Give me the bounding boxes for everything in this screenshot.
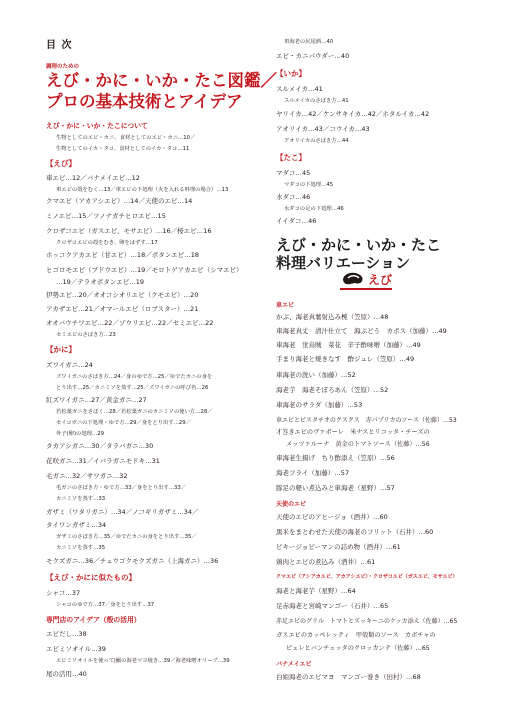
toc-entry[interactable]: 車海老生揚げ ちり酢添え（笠原）…56 [276,454,395,462]
big2-title-1: えび・かに・いか・たこ [276,236,442,254]
toc-entry[interactable]: 車エビの殻をむく…13／車エビの下処理（火を入れる料理の場合）…13 [56,187,229,193]
toc-entry[interactable]: 豚足の軽い煮込みと車海老（星野）…57 [276,484,395,492]
toc-entry[interactable]: 紅ズワイガニ…27／黄金ガニ…27 [46,396,147,404]
toc-entry[interactable]: かぶ、海老真薯射込み椀（笠原）…48 [276,313,389,321]
toc-entry[interactable]: 白姫海老のエビマヨ マンゴー巻き（田村）…68 [276,673,421,681]
toc-entry[interactable]: 天使のエビのアヒージョ（酒井）…60 [276,513,388,521]
toc-entry[interactable]: シャコのゆで方…37／身をとり出す…37 [56,602,155,608]
toc-entry[interactable]: マダコの下処理…45 [284,182,334,188]
toc-entry[interactable]: 車海老の洗い（加藤）…52 [276,371,356,379]
big2-title-2: 料理バリエーション [276,254,411,272]
toc-entry[interactable]: エビ・カニパウダー…40 [276,52,350,60]
toc-entry[interactable]: 水ダコの足の下処理…46 [284,206,344,212]
toc-entry[interactable]: 海老と海老芋（星野）…64 [276,587,356,595]
toc-entry[interactable]: 車エビとピスタチオのクスクス 赤パプリカのソース（佐藤）…53 [276,417,457,424]
toc-entry[interactable]: ズワイガニ…24 [46,361,93,369]
toc-entry[interactable]: 毛ガニのさばき方・ゆで方…33／身をとり出す…33／ [56,485,187,491]
toc-entry[interactable]: タイワンガザミ…34 [46,521,107,529]
toc-entry[interactable]: エビミソオイル…39 [46,645,106,653]
toc-entry[interactable]: エビミソオイルを使って|鰯の海老マヨ焼き…39／海老味噌オリーブ…39 [56,658,230,664]
toc-entry[interactable]: カニミソを蒸す…35 [56,545,106,551]
toc-entry[interactable]: マダコ…45 [276,169,311,177]
toc-entry[interactable]: アカザエビ…21／オマールエビ（ロブスター）…21 [46,305,199,313]
toc-entry[interactable]: ガスエビのカッペレッティ 甲殻類のソース カボチャの [276,632,436,639]
toc-entry[interactable]: 足赤海老と宮崎マンゴー（石井）…65 [276,602,389,610]
toc-entry[interactable]: 赤足エビのグリル トマトとズッキーニのケッカ添え（佐藤）…65 [276,618,458,625]
toc-entry[interactable]: 花咲ガニ…31／イバラガニモドキ…31 [46,457,160,465]
toc-entry[interactable]: 若松葉ガニをさばく…28／若松葉ガニのカニミソの使い方…28／ [56,409,213,415]
cat-kumaebi: クマエビ（アシアカエビ、アカアシエビ）・クロザコエビ（ガスエビ、モサエビ） [276,574,458,580]
toc-entry[interactable]: ガザミのさばき方…35／ゆでたカニの身をとり出す…35／ [56,534,197,540]
intro-small: 調理のための [46,64,80,70]
toc-entry[interactable]: クロザコエビの殻をむき、卵をはずす…17 [56,240,158,246]
toc-entry[interactable]: ホッコクアカエビ（甘エビ）…18／ボタンエビ…18 [46,251,199,259]
toc-entry[interactable]: カニミソを蒸す…33 [56,496,106,502]
toc-entry[interactable]: 車エビ…12／バナメイエビ…12 [46,174,140,182]
toc-entry[interactable]: 毛ガニ…32／サワガニ…32 [46,472,128,480]
toc-entry[interactable]: 車海老の尻尾酒…40 [284,39,334,45]
toc-entry[interactable]: アオリイカのさばき方…44 [284,138,349,144]
toc-entry[interactable]: ヤリイカ…42／ケンサキイカ…42／ホタルイカ…42 [276,110,430,118]
toc-entry[interactable]: クロザコエビ（ガスエビ、モサエビ）…16／桜エビ…16 [46,227,212,235]
badge-rule [340,288,392,290]
toc-entry[interactable]: …19／テラオボタンエビ…19 [56,278,145,286]
toc-entry[interactable]: メッツァルーナ 黄金のトマトソース（佐藤）…56 [286,441,430,448]
cat-vanamei: バナメイエビ [276,661,312,668]
toc-entry[interactable]: ガザミ（ワタリガニ）…34／ノコギリガザミ…34／ [46,508,199,516]
about-line[interactable]: 生物としてのエビ・カニ、食材としてのエビ・カニ…10／ [56,135,196,141]
ika-head: 【いか】 [276,69,306,78]
toc-entry[interactable]: 尾の活用…40 [46,670,87,678]
kani-head: 【かに】 [46,345,76,354]
toc-entry[interactable]: 車海老真丈 清汁仕立て 海ぶどう カボス（加藤）…49 [276,327,447,335]
toc-entry[interactable]: 伊勢エビ…20／オオコシオリエビ（クモエビ）…20 [46,291,199,299]
toc-entry[interactable]: 黒米をまとわせた天使の海老のフリット（石井）…60 [276,528,434,536]
toc-entry[interactable]: 外子(卵)の処理…29 [56,431,104,437]
toc-entry[interactable]: 海老フライ（加藤）…57 [276,469,350,477]
toc-entry[interactable]: エビだし…38 [46,630,87,638]
cat-kuruma: 車エビ [276,302,295,309]
toc-entry[interactable]: スルメイカ…41 [276,85,323,93]
toc-entry[interactable]: ズワイガニのさばき方…24／身のゆで方…25／ゆでたカニの身を [56,374,213,380]
toc-entry[interactable]: スルメイカのさばき方…41 [284,98,349,104]
toc-entry[interactable]: オオバウチワエビ…22／ゾウリエビ…22／セミエビ…22 [46,319,214,327]
toc-entry[interactable]: アオリイカ…43／コウイカ…43 [276,125,370,133]
toc-entry[interactable]: イイダコ…46 [276,217,317,225]
toc-entry[interactable]: セミエビのさばき方…23 [56,332,116,338]
big-title-1: えび・かに・いか・たこ図鑑／ [46,71,277,90]
toc-entry[interactable]: モクズガニ…36／チュウゴクモクズガニ（上海ガニ）…36 [46,557,219,565]
toc-entry[interactable]: ピキージョピーマンの詰め物（酒井）…61 [276,543,401,551]
toc-entry[interactable]: とり出す…25／カニミソを蒸す…25／ズワイガニの呼び名…26 [56,385,209,391]
toc-entry[interactable]: 手まり海老と焼きなす 酢ジュレ（笠原）…49 [276,355,415,363]
toc-entry[interactable]: シャコ…37 [46,589,81,597]
toc-entry[interactable]: ミノエビ…15／ツノナガチヒロエビ…15 [46,212,166,220]
toc-entry[interactable]: ピュレとバンチェッタのクロッカンテ（佐藤）…65 [286,645,430,652]
toc-entry[interactable]: セイコガニの下処理・ゆで方…29／身をとり出す…29／ [56,420,191,426]
pro-head: 専門店のアイデア（殻の活用） [46,616,141,624]
shrimp-icon [340,269,366,289]
toc-heading: 目 次 [46,40,73,51]
sec-about: えび・かに・いか・たこについて [46,122,148,130]
toc-entry[interactable]: 鶏肉とエビの煮込み（酒井）…61 [276,558,376,566]
ebi-head: 【えび】 [46,159,76,168]
badge-label: えび [368,273,393,287]
toc-entry[interactable]: 才巻きエビのヴァポーレ 米ナスとリコッタ・チーズの [276,429,430,436]
cat-tenshi: 天使のエビ [276,501,307,508]
tako-head: 【たこ】 [276,153,306,162]
big-title-2: プロの基本技術とアイデア [46,92,243,111]
toc-entry[interactable]: ヒゴロモエビ（ブドウエビ）…19／モロトゲアカエビ（シマエビ） [46,266,243,274]
toc-entry[interactable]: 水ダコ…46 [276,193,311,201]
about-line[interactable]: 生物としてのイカ・タコ、食材としてのイカ・タコ…11 [56,146,190,152]
toc-entry[interactable]: クマエビ（アカアシエビ）…14／天使のエビ…14 [46,197,193,205]
similar-head: 【えび・かにに似たもの】 [46,573,136,582]
toc-entry[interactable]: 車海老のサラダ（加藤）…53 [276,401,363,409]
toc-entry[interactable]: タカアシガニ…30／タラバガニ…30 [46,442,154,450]
shrimp-badge [340,267,392,291]
toc-entry[interactable]: 海老芋 海老そぼろあん（笠原）…52 [276,386,389,394]
toc-entry[interactable]: 車海老 蛍烏賊 菜花 辛子酢味噌（加藤）…49 [276,341,421,349]
